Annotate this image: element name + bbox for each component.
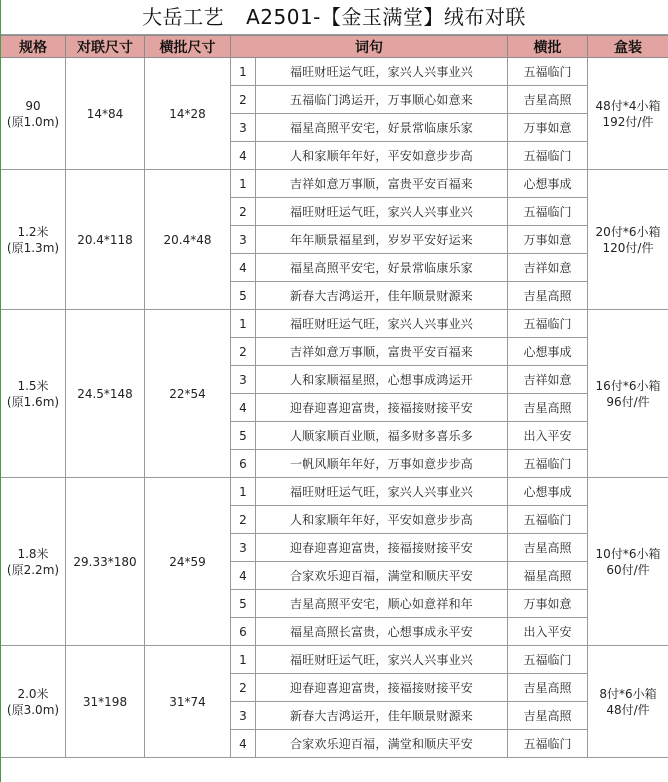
box-cell [588, 310, 668, 478]
verse-cell: 年年顺景福星到，岁岁平安好运来 [256, 226, 508, 254]
header-spec: 规格 [1, 36, 66, 58]
product-table [0, 35, 668, 758]
spec-cell [1, 310, 66, 478]
row-number: 3 [231, 226, 256, 254]
box-cell-line1: 8付*6小箱 [599, 686, 657, 701]
header-banner-size: 横批尺寸 [145, 36, 231, 58]
couplet-size-cell: 20.4*118 [66, 170, 145, 310]
table-body [1, 58, 668, 758]
banner-cell: 心想事成 [508, 338, 588, 366]
verse-cell: 吉祥如意万事顺，富贵平安百福来 [256, 338, 508, 366]
banner-size-cell: 31*74 [145, 646, 231, 758]
verse-cell: 人和家顺福星照，心想事成鸿运开 [256, 366, 508, 394]
table-row [1, 170, 668, 198]
row-number: 3 [231, 702, 256, 730]
banner-cell: 吉祥如意 [508, 254, 588, 282]
banner-cell: 吉星高照 [508, 702, 588, 730]
row-number: 4 [231, 730, 256, 758]
couplet-size-cell: 31*198 [66, 646, 145, 758]
couplet-size-cell: 14*84 [66, 58, 145, 170]
brand-name: 大岳工艺 [142, 5, 225, 29]
box-cell-line1: 10付*6小箱 [595, 546, 661, 561]
banner-cell: 五福临门 [508, 310, 588, 338]
banner-cell: 吉星高照 [508, 282, 588, 310]
row-number: 4 [231, 394, 256, 422]
verse-cell: 福旺财旺运气旺，家兴人兴事业兴 [256, 198, 508, 226]
header-row [1, 36, 668, 58]
table-row [1, 58, 668, 86]
banner-cell: 万事如意 [508, 226, 588, 254]
row-number: 3 [231, 366, 256, 394]
spec-cell-line2: (原2.2m) [6, 562, 60, 577]
header-couplet-size: 对联尺寸 [66, 36, 145, 58]
row-number: 3 [231, 534, 256, 562]
header-verse: 词句 [231, 36, 508, 58]
banner-size-cell: 20.4*48 [145, 170, 231, 310]
banner-cell: 出入平安 [508, 422, 588, 450]
row-number: 5 [231, 422, 256, 450]
spec-cell [1, 170, 66, 310]
row-number: 2 [231, 338, 256, 366]
verse-cell: 福旺财旺运气旺，家兴人兴事业兴 [256, 646, 508, 674]
row-number: 1 [231, 58, 256, 86]
spec-cell-line2: (原1.0m) [6, 114, 60, 129]
row-number: 1 [231, 646, 256, 674]
row-number: 1 [231, 170, 256, 198]
verse-cell: 五福临门鸿运开，万事顺心如意来 [256, 86, 508, 114]
box-cell [588, 646, 668, 758]
banner-cell: 吉星高照 [508, 674, 588, 702]
row-number: 1 [231, 478, 256, 506]
verse-cell: 迎春迎喜迎富贵，接福接财接平安 [256, 534, 508, 562]
spec-cell-line1: 1.8米 [17, 546, 49, 561]
box-cell-line2: 96付/件 [606, 394, 650, 409]
banner-cell: 福星高照 [508, 562, 588, 590]
banner-cell: 心想事成 [508, 170, 588, 198]
row-number: 2 [231, 674, 256, 702]
verse-cell: 福星高照平安宅，好景常临康乐家 [256, 254, 508, 282]
row-number: 1 [231, 310, 256, 338]
row-number: 5 [231, 282, 256, 310]
spec-cell-line2: (原3.0m) [6, 702, 60, 717]
verse-cell: 福旺财旺运气旺，家兴人兴事业兴 [256, 58, 508, 86]
banner-cell: 万事如意 [508, 590, 588, 618]
banner-cell: 五福临门 [508, 450, 588, 478]
row-number: 2 [231, 86, 256, 114]
banner-cell: 五福临门 [508, 198, 588, 226]
verse-cell: 福星高照平安宅，好景常临康乐家 [256, 114, 508, 142]
box-cell-line2: 120付/件 [602, 240, 654, 255]
spec-cell-line1: 1.2米 [17, 224, 49, 239]
couplet-size-cell: 29.33*180 [66, 478, 145, 646]
row-number: 4 [231, 254, 256, 282]
banner-cell: 吉星高照 [508, 394, 588, 422]
header-box: 盒装 [588, 36, 668, 58]
banner-size-cell: 14*28 [145, 58, 231, 170]
verse-cell: 人和家顺年年好，平安如意步步高 [256, 142, 508, 170]
row-number: 3 [231, 114, 256, 142]
verse-cell: 人顺家顺百业顺，福多财多喜乐多 [256, 422, 508, 450]
box-cell-line1: 20付*6小箱 [595, 224, 661, 239]
row-number: 4 [231, 142, 256, 170]
box-cell-line2: 192付/件 [602, 114, 654, 129]
box-cell [588, 58, 668, 170]
row-number: 4 [231, 562, 256, 590]
spec-cell-line2: (原1.3m) [6, 240, 60, 255]
spec-cell-line1: 2.0米 [17, 686, 49, 701]
box-cell-line1: 16付*6小箱 [595, 378, 661, 393]
couplet-size-cell: 24.5*148 [66, 310, 145, 478]
row-number: 6 [231, 618, 256, 646]
banner-cell: 万事如意 [508, 114, 588, 142]
verse-cell: 迎春迎喜迎富贵，接福接财接平安 [256, 394, 508, 422]
spec-cell [1, 478, 66, 646]
banner-size-cell: 24*59 [145, 478, 231, 646]
banner-cell: 五福临门 [508, 730, 588, 758]
cell-selection-edge [0, 0, 1, 782]
verse-cell: 迎春迎喜迎富贵，接福接财接平安 [256, 674, 508, 702]
banner-size-cell: 22*54 [145, 310, 231, 478]
box-cell-line2: 60付/件 [606, 562, 650, 577]
banner-cell: 五福临门 [508, 142, 588, 170]
table-row [1, 646, 668, 674]
spec-cell-line2: (原1.6m) [6, 394, 60, 409]
row-number: 2 [231, 506, 256, 534]
banner-cell: 出入平安 [508, 618, 588, 646]
banner-cell: 心想事成 [508, 478, 588, 506]
box-cell-line2: 48付/件 [606, 702, 650, 717]
verse-cell: 福星高照长富贵，心想事成永平安 [256, 618, 508, 646]
verse-cell: 新春大吉鸿运开，佳年顺景财源来 [256, 282, 508, 310]
banner-cell: 五福临门 [508, 58, 588, 86]
box-cell [588, 478, 668, 646]
product-name: A2501-【金玉满堂】绒布对联 [246, 5, 526, 29]
spec-cell [1, 646, 66, 758]
verse-cell: 合家欢乐迎百福，满堂和顺庆平安 [256, 730, 508, 758]
table-row [1, 310, 668, 338]
table-row [1, 478, 668, 506]
spec-cell-line1: 90 [25, 98, 41, 113]
verse-cell: 福旺财旺运气旺，家兴人兴事业兴 [256, 310, 508, 338]
verse-cell: 福旺财旺运气旺，家兴人兴事业兴 [256, 478, 508, 506]
row-number: 2 [231, 198, 256, 226]
banner-cell: 吉星高照 [508, 86, 588, 114]
banner-cell: 五福临门 [508, 646, 588, 674]
verse-cell: 合家欢乐迎百福，满堂和顺庆平安 [256, 562, 508, 590]
banner-cell: 五福临门 [508, 506, 588, 534]
spec-cell-line1: 1.5米 [17, 378, 49, 393]
verse-cell: 新春大吉鸿运开，佳年顺景财源来 [256, 702, 508, 730]
banner-cell: 吉星高照 [508, 534, 588, 562]
verse-cell: 一帆风顺年年好，万事如意步步高 [256, 450, 508, 478]
spec-cell [1, 58, 66, 170]
banner-cell: 吉祥如意 [508, 366, 588, 394]
box-cell-line1: 48付*4小箱 [595, 98, 661, 113]
verse-cell: 吉星高照平安宅，顺心如意祥和年 [256, 590, 508, 618]
box-cell [588, 170, 668, 310]
verse-cell: 人和家顺年年好，平安如意步步高 [256, 506, 508, 534]
page-title [0, 0, 668, 35]
header-banner: 横批 [508, 36, 588, 58]
row-number: 5 [231, 590, 256, 618]
verse-cell: 吉祥如意万事顺，富贵平安百福来 [256, 170, 508, 198]
row-number: 6 [231, 450, 256, 478]
